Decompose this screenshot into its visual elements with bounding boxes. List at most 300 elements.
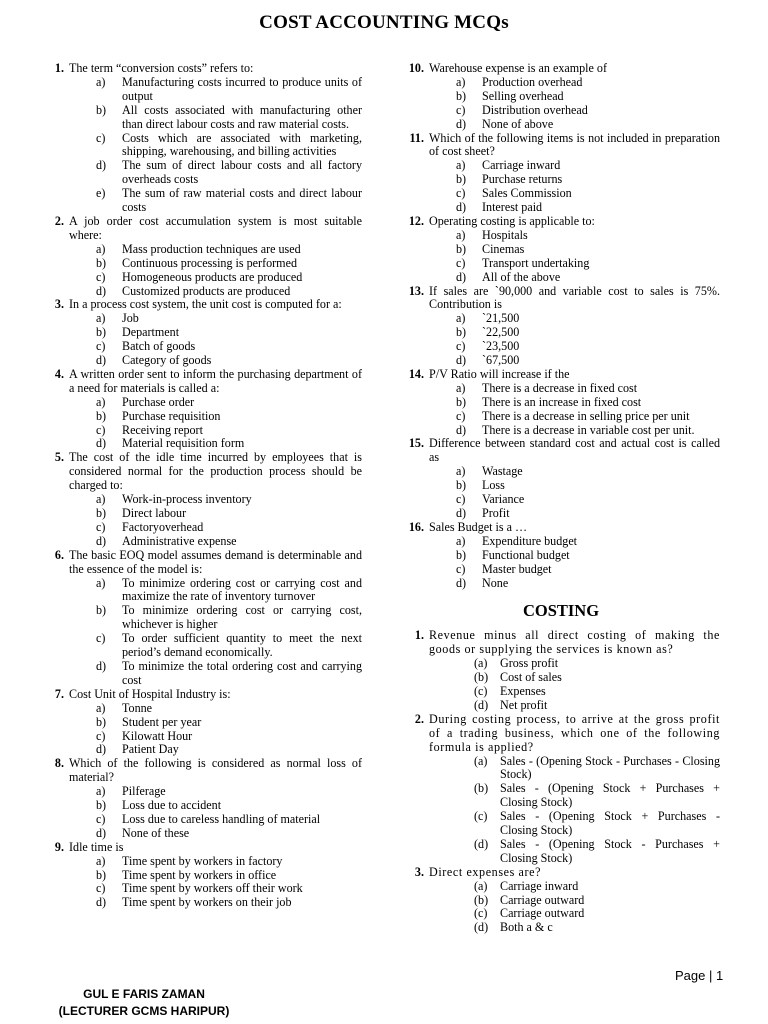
answer-option	[69, 326, 362, 340]
option-list	[69, 785, 362, 841]
question	[402, 285, 720, 368]
option-letter: c)	[96, 728, 106, 743]
option-text: Purchase requisition	[122, 408, 221, 423]
option-letter: c)	[96, 811, 106, 826]
option-text: Tonne	[122, 700, 153, 715]
option-text: Continuous processing is performed	[122, 255, 297, 270]
answer-option	[429, 187, 720, 201]
option-letter: c)	[456, 255, 466, 270]
answer-option	[429, 90, 720, 104]
option-list	[69, 396, 362, 452]
answer-option	[69, 285, 362, 299]
question-text: Which of the following is considered as normal loss of material?	[69, 756, 362, 785]
costing-heading: COSTING	[522, 601, 600, 621]
question-text: A written order sent to inform the purchasing department of a need for materials is called a:	[69, 366, 362, 395]
answer-option	[429, 76, 720, 90]
answer-option	[69, 785, 362, 799]
question-text: Revenue minus all direct costing of making the goods or supplying the services is known as?	[429, 628, 720, 657]
option-text: Expenses	[500, 683, 546, 698]
question	[402, 132, 720, 215]
option-letter: d)	[456, 116, 467, 131]
option-text: Production overhead	[482, 74, 583, 89]
question-text: If sales are `90,000 and variable cost to sales is 75%. Contribution is	[429, 283, 720, 312]
option-text: Sales - (Opening Stock + Purchases + Closing Stock)	[500, 781, 720, 810]
question	[402, 713, 720, 866]
option-letter: a)	[96, 74, 106, 89]
option-letter: c)	[456, 492, 466, 507]
option-list	[69, 243, 362, 299]
answer-option	[429, 326, 720, 340]
question-number: 1.	[414, 628, 424, 643]
option-text: Department	[122, 325, 180, 340]
option-text: Master budget	[482, 561, 552, 576]
answer-option	[69, 132, 362, 160]
question-text: The term “conversion costs” refers to:	[69, 61, 254, 75]
answer-option	[69, 827, 362, 841]
option-text: Time spent by workers in office	[122, 867, 277, 882]
option-letter: a)	[96, 394, 106, 409]
option-text: Purchase order	[122, 394, 195, 409]
answer-option	[429, 271, 720, 285]
option-text: Loss	[482, 478, 505, 493]
question-text: P/V Ratio will increase if the	[429, 366, 570, 381]
question	[402, 215, 720, 285]
option-list	[429, 657, 720, 713]
question-number: 13.	[408, 283, 424, 298]
option-letter: b)	[96, 603, 107, 618]
answer-option	[429, 699, 720, 713]
option-letter: b)	[96, 506, 107, 520]
option-text: Functional budget	[482, 547, 570, 562]
option-letter: d)	[96, 825, 107, 840]
question	[42, 215, 362, 298]
option-text: Mass production techniques are used	[122, 241, 301, 256]
question	[402, 521, 720, 591]
answer-option	[429, 782, 720, 810]
answer-option	[69, 535, 362, 549]
option-letter: b)	[456, 325, 467, 340]
answer-option	[69, 813, 362, 827]
answer-option	[69, 187, 362, 215]
page-number: Page | 1	[675, 968, 724, 983]
option-text: Variance	[482, 492, 525, 507]
option-text: Transport undertaking	[482, 255, 590, 270]
option-text: To minimize ordering cost or carrying cost and maximize the rate of inventory turnover	[122, 575, 362, 604]
option-list	[429, 465, 720, 521]
option-letter: c)	[456, 339, 466, 354]
option-text: `67,500	[482, 353, 520, 368]
option-letter: b)	[456, 478, 467, 493]
option-letter: c)	[96, 269, 106, 284]
option-letter: c)	[456, 408, 466, 423]
option-text: Both a & c	[500, 920, 553, 935]
left-column	[42, 62, 362, 910]
answer-option	[429, 838, 720, 866]
option-text: `21,500	[482, 311, 520, 326]
answer-option	[429, 577, 720, 591]
answer-option	[429, 410, 720, 424]
answer-option	[69, 604, 362, 632]
answer-option	[429, 907, 720, 921]
footer-author	[44, 986, 244, 1020]
option-text: Carriage inward	[482, 158, 561, 173]
option-text: Net profit	[500, 697, 548, 712]
question	[402, 866, 720, 936]
option-letter: c)	[96, 519, 106, 534]
option-list	[429, 76, 720, 132]
question-text: Operating costing is applicable to:	[429, 213, 595, 228]
option-text: Distribution overhead	[482, 102, 588, 117]
question-number: 15.	[408, 436, 424, 451]
answer-option	[69, 632, 362, 660]
option-text: Work-in-process inventory	[122, 492, 252, 507]
option-letter: b)	[456, 394, 467, 409]
option-letter: (c)	[474, 906, 488, 921]
option-text: Receiving report	[122, 422, 203, 437]
option-letter: d)	[96, 353, 107, 368]
answer-option	[69, 159, 362, 187]
question-number: 10.	[408, 61, 424, 75]
option-text: Costs which are associated with marketing, shipping, warehousing, and billing activities	[122, 130, 362, 159]
option-letter: c)	[456, 561, 466, 576]
option-text: Expenditure budget	[482, 533, 578, 548]
answer-option	[69, 243, 362, 257]
answer-option	[429, 340, 720, 354]
question	[42, 62, 362, 215]
question-number: 3.	[54, 297, 64, 312]
answer-option	[429, 894, 720, 908]
option-letter: (a)	[474, 656, 488, 671]
question-number: 7.	[54, 686, 64, 701]
answer-option	[69, 743, 362, 757]
question-number: 2.	[414, 711, 424, 726]
question	[402, 629, 720, 712]
answer-option	[69, 396, 362, 410]
answer-option	[69, 424, 362, 438]
option-letter: b)	[96, 102, 107, 117]
answer-option	[69, 869, 362, 883]
option-text: All of the above	[482, 269, 561, 284]
question-text: Difference between standard cost and actual cost is called as	[429, 436, 720, 465]
answer-option	[69, 577, 362, 605]
right-question-list	[402, 62, 720, 590]
question	[402, 62, 720, 132]
answer-option	[69, 493, 362, 507]
option-letter: b)	[96, 325, 107, 340]
answer-option	[69, 257, 362, 271]
answer-option	[429, 104, 720, 118]
option-text: Loss due to careless handling of material	[122, 811, 321, 826]
question-text: Cost Unit of Hospital Industry is:	[69, 686, 231, 701]
answer-option	[69, 410, 362, 424]
option-text: Interest paid	[482, 200, 543, 215]
option-list	[69, 702, 362, 758]
option-letter: (d)	[474, 920, 489, 935]
answer-option	[69, 882, 362, 896]
answer-option	[429, 382, 720, 396]
answer-option	[429, 173, 720, 187]
option-letter: d)	[96, 533, 107, 548]
option-text: Sales Commission	[482, 186, 572, 201]
option-text: Homogeneous products are produced	[122, 269, 303, 284]
option-letter: a)	[96, 700, 106, 715]
option-text: Material requisition form	[122, 436, 245, 451]
option-letter: (a)	[474, 878, 488, 893]
answer-option	[429, 671, 720, 685]
option-letter: d)	[456, 422, 467, 437]
option-text: Sales - (Opening Stock - Purchases - Closing Stock)	[500, 753, 720, 782]
answer-option	[429, 312, 720, 326]
question-text: Which of the following items is not included in preparation of cost sheet?	[429, 130, 720, 159]
option-text: Gross profit	[500, 656, 559, 671]
question-number: 9.	[54, 839, 64, 854]
answer-option	[69, 76, 362, 104]
option-list	[429, 880, 720, 936]
question-number: 14.	[408, 366, 424, 381]
option-letter: a)	[456, 380, 466, 395]
question	[402, 368, 720, 438]
option-text: Carriage outward	[500, 906, 585, 921]
option-list	[69, 312, 362, 368]
option-text: There is a decrease in selling price per unit	[482, 408, 690, 423]
question	[42, 368, 362, 451]
answer-option	[429, 465, 720, 479]
question-text: During costing process, to arrive at the gross profit of a trading business, which one of the following formula is applied?	[429, 711, 720, 754]
option-letter: d)	[96, 158, 107, 173]
option-letter: a)	[456, 158, 466, 173]
question-number: 3.	[414, 864, 424, 879]
option-letter: e)	[96, 186, 106, 201]
option-text: Carriage inward	[500, 878, 579, 893]
option-letter: d)	[456, 575, 467, 590]
option-letter: d)	[96, 436, 107, 451]
option-list	[69, 577, 362, 688]
answer-option	[69, 896, 362, 910]
answer-option	[429, 535, 720, 549]
option-letter: a)	[96, 575, 106, 590]
option-letter: b)	[96, 798, 107, 813]
answer-option	[429, 118, 720, 132]
question-number: 8.	[54, 756, 64, 771]
answer-option	[69, 716, 362, 730]
answer-option	[429, 755, 720, 783]
question-text: The basic EOQ model assumes demand is determinable and the essence of the model is:	[69, 547, 362, 576]
question-number: 2.	[54, 213, 64, 228]
author-name: GUL E FARIS ZAMAN	[83, 987, 205, 1001]
question-number: 4.	[54, 366, 64, 381]
option-letter: d)	[456, 506, 467, 520]
option-letter: d)	[96, 742, 107, 757]
option-text: Patient Day	[122, 742, 179, 757]
option-text: Loss due to accident	[122, 798, 222, 813]
option-list	[429, 229, 720, 285]
answer-option	[69, 271, 362, 285]
option-text: All costs associated with manufacturing other than direct labour costs and raw material costs.	[122, 102, 362, 131]
question	[42, 688, 362, 758]
option-list	[429, 159, 720, 215]
option-text: There is a decrease in variable cost per unit.	[482, 422, 695, 437]
option-text: Administrative expense	[122, 533, 237, 548]
right-column	[402, 62, 720, 935]
answer-option	[69, 730, 362, 744]
option-list	[429, 382, 720, 438]
answer-option	[429, 549, 720, 563]
answer-option	[69, 104, 362, 132]
option-letter: (b)	[474, 892, 489, 907]
option-text: There is an increase in fixed cost	[482, 394, 642, 409]
option-letter: b)	[96, 408, 107, 423]
option-letter: c)	[96, 422, 106, 437]
option-letter: a)	[96, 241, 106, 256]
option-letter: b)	[456, 88, 467, 103]
question	[42, 451, 362, 548]
option-letter: b)	[456, 172, 467, 187]
option-letter: (a)	[474, 753, 488, 768]
option-text: None of these	[122, 825, 190, 840]
option-text: Time spent by workers in factory	[122, 853, 283, 868]
option-text: Manufacturing costs incurred to produce units of output	[122, 74, 362, 103]
answer-option	[69, 799, 362, 813]
option-letter: d)	[96, 658, 107, 673]
option-letter: a)	[456, 464, 466, 479]
option-letter: (b)	[474, 670, 489, 685]
option-text: Carriage outward	[500, 892, 585, 907]
answer-option	[429, 257, 720, 271]
option-letter: c)	[96, 130, 106, 145]
option-text: Cinemas	[482, 241, 525, 256]
option-letter: b)	[96, 255, 107, 270]
option-text: Direct labour	[122, 506, 187, 520]
question-text: Idle time is	[69, 839, 124, 854]
question-text: Sales Budget is a …	[429, 519, 528, 534]
option-text: None of above	[482, 116, 554, 131]
option-letter: a)	[456, 227, 466, 242]
option-letter: (c)	[474, 809, 488, 824]
option-text: Pilferage	[122, 784, 166, 799]
option-text: Job	[122, 311, 139, 326]
question-number: 6.	[54, 547, 64, 562]
option-text: Batch of goods	[122, 339, 196, 354]
option-text: Selling overhead	[482, 88, 564, 103]
question-text: Direct expenses are?	[429, 864, 542, 879]
option-text: The sum of direct labour costs and all factory overheads costs	[122, 158, 362, 187]
option-text: Time spent by workers on their job	[122, 895, 292, 910]
option-text: Sales - (Opening Stock - Purchases + Closing Stock)	[500, 836, 720, 865]
question-number: 16.	[408, 519, 424, 534]
answer-option	[429, 493, 720, 507]
option-text: Purchase returns	[482, 172, 563, 187]
option-letter: b)	[96, 867, 107, 882]
question	[402, 437, 720, 520]
option-letter: a)	[96, 492, 106, 507]
option-letter: (d)	[474, 697, 489, 712]
option-letter: c)	[456, 102, 466, 117]
question	[42, 549, 362, 688]
option-letter: (d)	[474, 836, 489, 851]
option-letter: d)	[456, 200, 467, 215]
answer-option	[69, 521, 362, 535]
answer-option	[429, 685, 720, 699]
option-text: Kilowatt Hour	[122, 728, 193, 743]
answer-option	[69, 507, 362, 521]
answer-option	[429, 880, 720, 894]
question-number: 1.	[54, 61, 64, 75]
answer-option	[429, 396, 720, 410]
option-text: To minimize the total ordering cost and carrying cost	[122, 658, 362, 687]
option-text: Sales - (Opening Stock + Purchases - Closing Stock)	[500, 809, 720, 838]
answer-option	[69, 660, 362, 688]
option-list	[429, 312, 720, 368]
option-list	[429, 535, 720, 591]
option-letter: (b)	[474, 781, 489, 796]
answer-option	[429, 921, 720, 935]
option-letter: d)	[456, 269, 467, 284]
option-text: None	[482, 575, 509, 590]
costing-question-list	[402, 629, 720, 935]
option-text: Customized products are produced	[122, 283, 291, 298]
answer-option	[429, 201, 720, 215]
answer-option	[429, 563, 720, 577]
option-text: Student per year	[122, 714, 202, 729]
option-text: To order sufficient quantity to meet the next period’s demand economically.	[122, 631, 362, 660]
option-letter: c)	[96, 339, 106, 354]
option-text: `22,500	[482, 325, 520, 340]
option-text: There is a decrease in fixed cost	[482, 380, 638, 395]
question-text: A job order cost accumulation system is most suitable where:	[69, 213, 362, 242]
option-letter: (c)	[474, 683, 488, 698]
question	[42, 757, 362, 840]
question	[42, 841, 362, 911]
question-text: The cost of the idle time incurred by employees that is considered normal for the production process should be charged to:	[69, 450, 362, 493]
option-letter: c)	[456, 186, 466, 201]
option-letter: b)	[456, 547, 467, 562]
option-letter: a)	[456, 533, 466, 548]
option-letter: b)	[456, 241, 467, 256]
answer-option	[429, 657, 720, 671]
option-text: Time spent by workers off their work	[122, 881, 303, 896]
answer-option	[429, 507, 720, 521]
answer-option	[69, 340, 362, 354]
answer-option	[429, 229, 720, 243]
option-text: Profit	[482, 506, 510, 520]
answer-option	[429, 424, 720, 438]
document-title: COST ACCOUNTING MCQs	[259, 12, 509, 33]
question	[42, 298, 362, 368]
question-number: 11.	[409, 130, 424, 145]
option-list	[69, 76, 362, 215]
option-letter: a)	[96, 784, 106, 799]
option-letter: a)	[456, 311, 466, 326]
option-text: To minimize ordering cost or carrying cost, whichever is higher	[122, 603, 362, 632]
answer-option	[69, 312, 362, 326]
answer-option	[429, 159, 720, 173]
answer-option	[69, 437, 362, 451]
option-letter: d)	[96, 895, 107, 910]
option-letter: d)	[96, 283, 107, 298]
option-letter: d)	[456, 353, 467, 368]
option-letter: a)	[456, 74, 466, 89]
answer-option	[69, 855, 362, 869]
question-number: 5.	[54, 450, 64, 465]
author-role: (LECTURER GCMS HARIPUR)	[58, 1004, 230, 1018]
option-list	[429, 755, 720, 866]
question-number: 12.	[408, 213, 424, 228]
answer-option	[429, 810, 720, 838]
answer-option	[69, 354, 362, 368]
option-text: Cost of sales	[500, 670, 562, 685]
answer-option	[429, 354, 720, 368]
option-letter: c)	[96, 631, 106, 646]
